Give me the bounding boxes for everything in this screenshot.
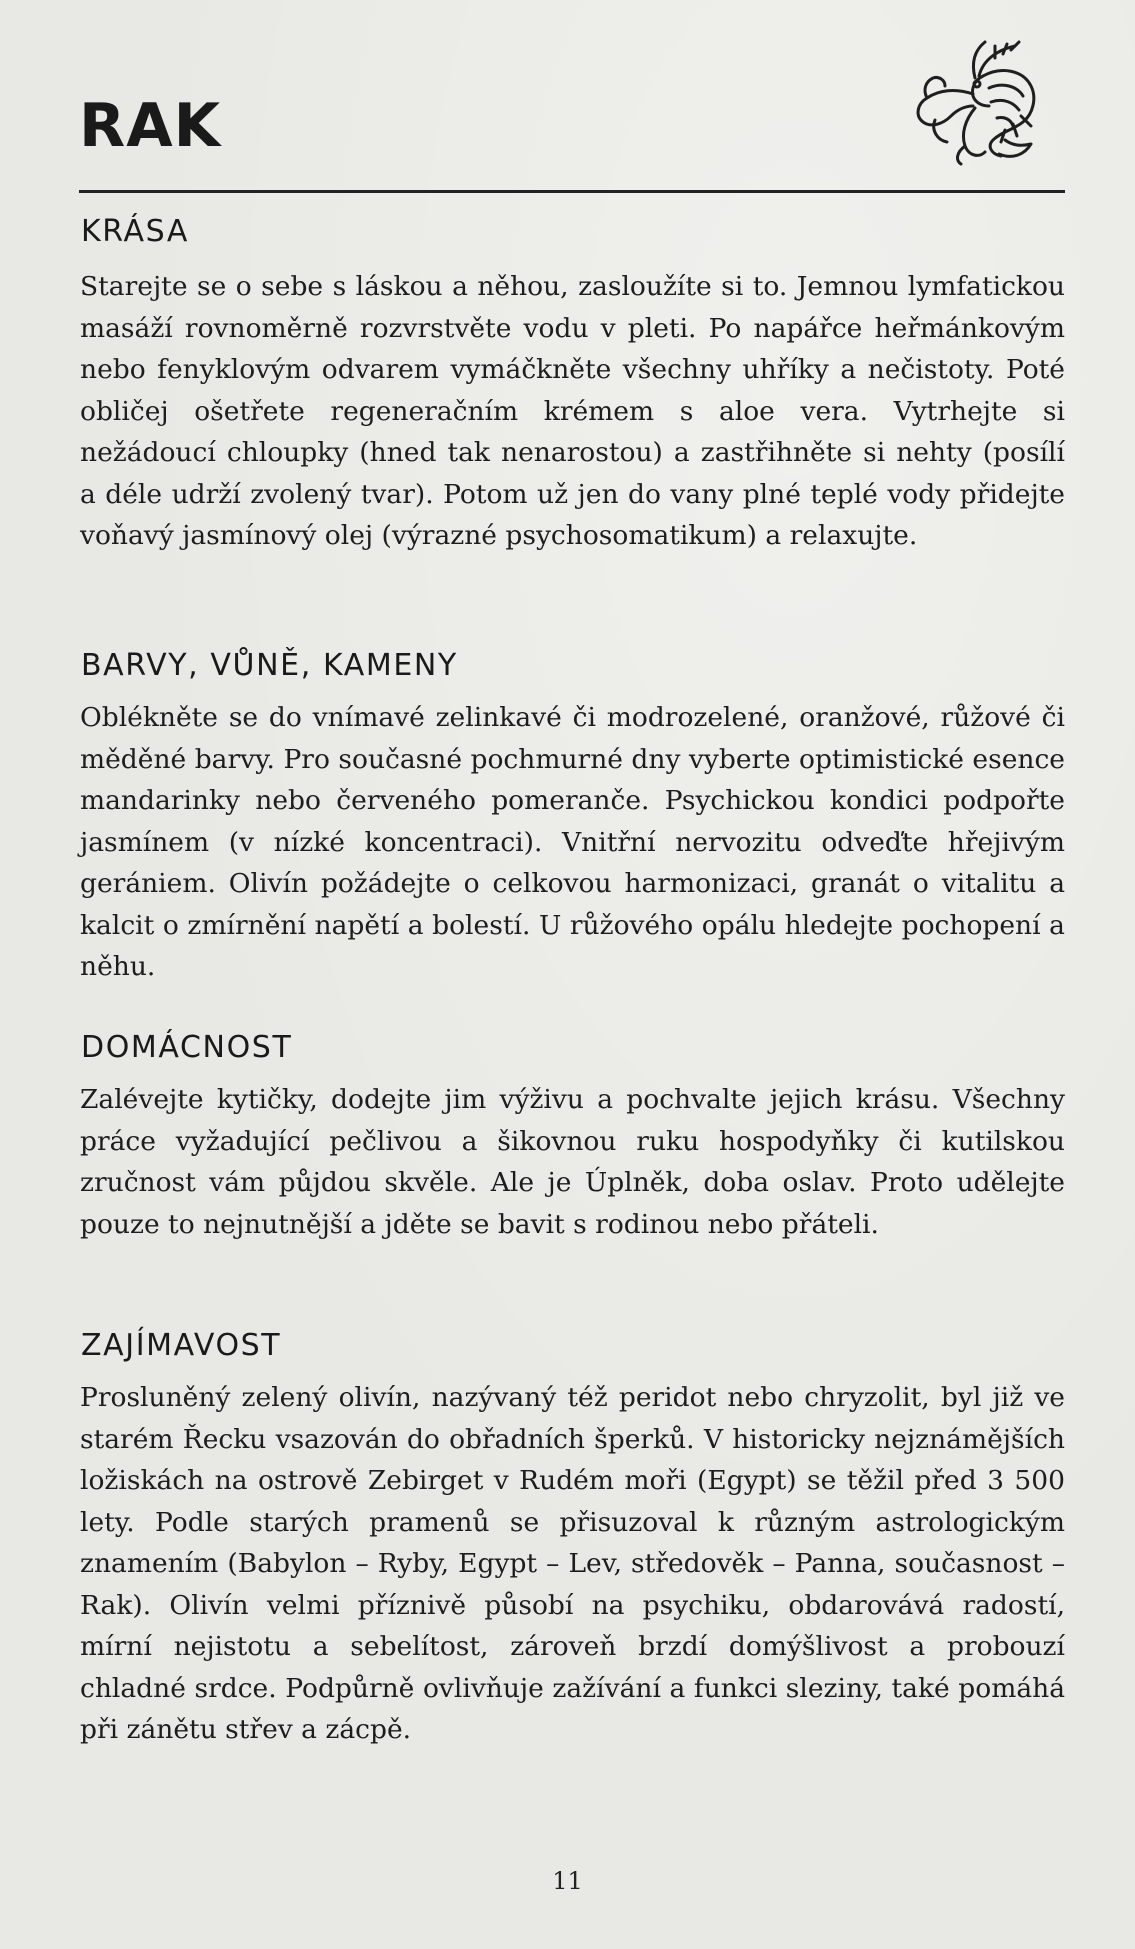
crayfish-icon xyxy=(905,36,1055,166)
page-number: 11 xyxy=(552,1867,583,1895)
section-text-krasa: Starejte se o sebe s láskou a něhou, zasloužíte si to. Jemnou lymfatickou masáží rovnoměrně rozvrstvěte vodu v pleti. Po napářce heřmánkovým nebo fenyklovým odvarem vymáčkněte všechny uhříky a nečistoty. Poté obličej ošetřete regeneračním krémem s aloe vera. Vytrhejte si nežádoucí chloupky (hned tak nenarostou) a zastřihněte si nehty (posílí a déle udrží zvolený tvar). Potom už jen do vany plné teplé vody přidejte voňavý jasmínový olej (výrazné psychosomatikum) a relaxujte. xyxy=(80,271,1065,551)
page-title: RAK xyxy=(79,91,222,161)
section-text-barvy: Oblékněte se do vnímavé zelinkavé či modrozelené, oranžové, růžové či měděné barvy. Pro současné pochmurné dny vyberte optimistické esence mandarinky nebo červeného pomeranče. Psychickou kondici podpořte jasmínem (v nízké koncentraci). Vnitřní nervozitu odveďte hřejivým gerániem. Olivín požádejte o celkovou harmonizaci, granát o vitalitu a kalcit o zmírnění napětí a bolestí. U růžového opálu hledejte pochopení a něhu. xyxy=(80,702,1065,982)
title-rule xyxy=(79,190,1065,193)
section-text-domacnost: Zalévejte kytičky, dodejte jim výživu a pochvalte jejich krásu. Všechny práce vyžadující pečlivou a šikovnou ruku hospodyňky či kutilskou zručnost vám půjdou skvěle. Ale je Úplněk, doba oslav. Proto udělejte pouze to nejnutnější a jděte se bavit s rodinou nebo přáteli. xyxy=(80,1084,1065,1240)
section-heading-zajimavost: ZAJÍMAVOST xyxy=(81,1328,282,1363)
section-heading-barvy: BARVY, VŮNĚ, KAMENY xyxy=(81,648,458,683)
section-text-zajimavost: Prosluněný zelený olivín, nazývaný též peridot nebo chryzolit, byl již ve starém Řecku vsazován do obřadních šperků. V historicky nejznámějších ložiskách na ostrově Zebirget v Rudém moři (Egypt) se těžil před 3 500 lety. Podle starých pramenů se přisuzoval k různým astrologickým znamením (Babylon – Ryby, Egypt – Lev, středověk – Panna, současnost – Rak). Olivín velmi příznivě působí na psychiku, obdarovává radostí, mírní nejistotu a sebelítost, zároveň brzdí domýšlivost a probouzí chladné srdce. Podpůrně ovlivňuje zažívání a funkci sleziny, také pomáhá při zánětu střev a zácpě. xyxy=(80,1382,1065,1745)
section-heading-krasa: KRÁSA xyxy=(81,214,189,249)
section-heading-domacnost: DOMÁCNOST xyxy=(81,1030,293,1065)
